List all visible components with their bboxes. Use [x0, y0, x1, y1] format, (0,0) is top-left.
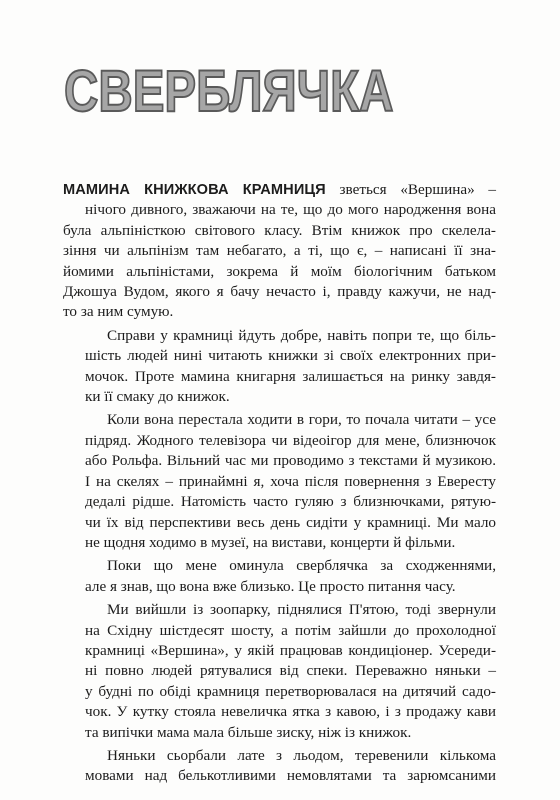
text-line: чок. У кутку стояла невеличка ятка з кавою, і з продажу кави	[85, 703, 496, 721]
chapter-title: СВЕРБЛЯЧКА	[64, 59, 394, 124]
text-line: Ми вийшли із зоопарку, піднялися П'ятою, тоді звернули	[107, 601, 496, 619]
text-line: або Рольфа. Вільний час ми проводимо з текстами й музикою.	[85, 452, 496, 470]
text-line: йомими альпіністами, зокрема й моїм біологічним батьком	[63, 262, 496, 280]
text-line: то за ним сумую.	[63, 303, 174, 321]
text-line: Няньки сьорбали лате з льодом, теревенили кількома	[107, 746, 496, 764]
text-line: підряд. Жодного телевізора чи відеоігор для мене, близнючок	[85, 431, 496, 449]
lead-in-caps: МАМИНА КНИЖКОВА КРАМНИЦЯ	[63, 182, 326, 198]
text-line: у будні по обіді крамниця перетворювалася на дитячий садо-	[85, 682, 496, 700]
paragraph-2	[63, 326, 496, 408]
paragraph-5	[63, 600, 496, 743]
text-line: але я знав, що вона вже близько. Це просто питання часу.	[85, 577, 456, 595]
text-line: Справи у крамниці йдуть добре, навіть попри те, що біль-	[107, 326, 496, 344]
text-line: зіння чи альпінізм там небагато, а ті, що є, – написані її зна-	[63, 242, 496, 260]
text-line: чи їх від перспективи весь день сидіти у крамниці. Ми мало	[85, 513, 496, 531]
text-line: не щодня ходимо в музеї, на вистави, концерти й фільми.	[85, 533, 456, 551]
text-line: мовами над белькотливими немовлятами та зарюмсаними	[85, 767, 496, 785]
text-line: на Східну шістдесят шосту, а потім зайшли до прохолодної	[85, 621, 496, 639]
text-line: шість людей нині читають книжки зі своїх електронних при-	[85, 347, 496, 365]
text-line: Поки що мене оминула сверблячка за сходженнями,	[107, 557, 496, 575]
text-line: та випічки мама мала більше зиску, ніж із книжок.	[85, 723, 412, 741]
text-line: мочок. Проте мамина книгарня залишається на ринку завдя-	[85, 367, 496, 385]
text-line: крамниці «Вершина», у якій працював кондиціонер. Усереди-	[85, 641, 496, 659]
text-line: МАМИНА КНИЖКОВА КРАМНИЦЯ зветься «Вершина» –	[63, 181, 496, 198]
paragraph-3	[63, 410, 496, 553]
text-line: І на скелях – принаймні я, хоча після повернення з Евересту	[85, 472, 496, 490]
body-text	[63, 180, 496, 790]
paragraph-6	[63, 746, 496, 787]
text-line: Джошуа Вудом, якого я бачу нечасто і, правду кажучи, не над-	[63, 283, 496, 301]
text-line: Коли вона перестала ходити в гори, то почала читати – усе	[107, 411, 496, 429]
text-line: ки її смаку до книжок.	[85, 388, 230, 406]
text-line: була альпіністкою світового класу. Втім книжок про скелела-	[63, 221, 496, 239]
text-line: дедалі рідше. Натомість часто гуляю з близнючками, рятую-	[85, 493, 496, 511]
paragraph-1	[63, 180, 496, 323]
text-line: ні повно людей рятувалися від спеки. Переважно няньки –	[85, 662, 496, 680]
text-line: нічого дивного, зважаючи на те, що до мого народження вона	[85, 201, 496, 219]
paragraph-4	[63, 556, 496, 597]
